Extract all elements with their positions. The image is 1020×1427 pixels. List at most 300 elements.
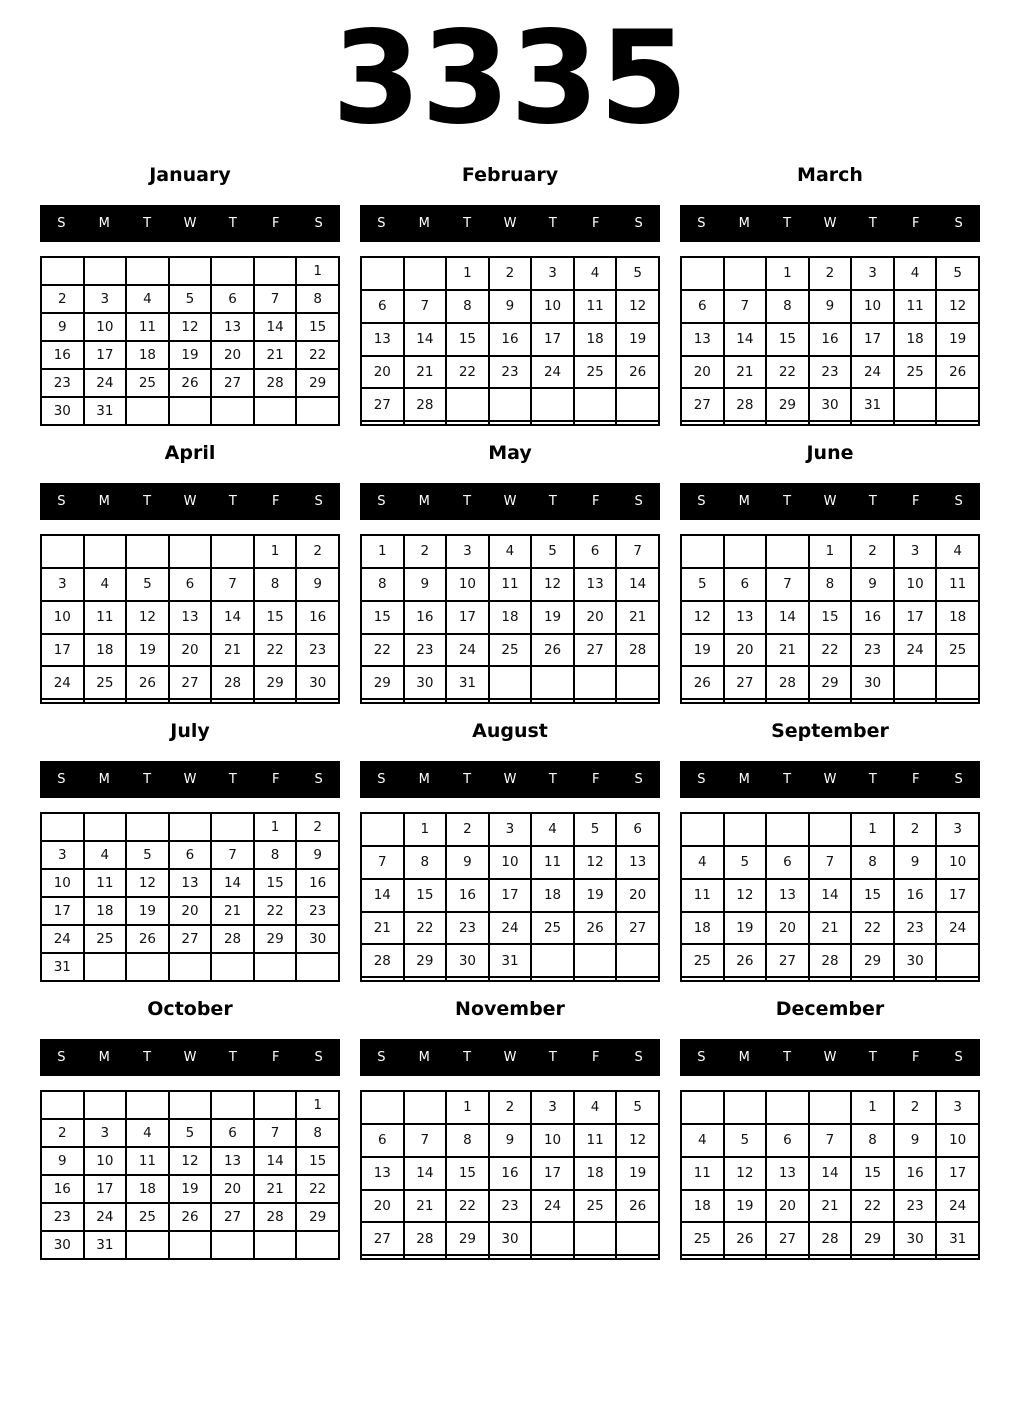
empty-cell bbox=[766, 1091, 809, 1124]
date-cell: 20 bbox=[574, 601, 617, 634]
empty-cell bbox=[724, 535, 767, 568]
date-cell: 14 bbox=[809, 879, 852, 912]
week-row bbox=[681, 1190, 979, 1223]
date-cell: 31 bbox=[851, 388, 894, 421]
date-cell: 22 bbox=[361, 634, 404, 667]
empty-cell bbox=[766, 813, 809, 846]
date-cell: 8 bbox=[296, 285, 339, 313]
empty-cell bbox=[531, 421, 574, 425]
date-cell: 4 bbox=[574, 257, 617, 290]
month-september bbox=[680, 716, 980, 982]
date-cell: 28 bbox=[766, 666, 809, 699]
week-row bbox=[681, 699, 979, 703]
week-row bbox=[41, 813, 339, 841]
date-cell: 30 bbox=[851, 666, 894, 699]
empty-cell bbox=[936, 421, 979, 425]
date-cell: 14 bbox=[724, 323, 767, 356]
weekday-label: W bbox=[823, 494, 837, 509]
empty-cell bbox=[169, 397, 212, 425]
empty-cell bbox=[41, 699, 84, 703]
month-title: January bbox=[149, 164, 231, 186]
date-cell: 29 bbox=[851, 1222, 894, 1255]
date-cell: 29 bbox=[851, 944, 894, 977]
date-cell: 24 bbox=[41, 925, 84, 953]
empty-cell bbox=[361, 257, 404, 290]
empty-cell bbox=[766, 977, 809, 981]
empty-cell bbox=[169, 813, 212, 841]
empty-cell bbox=[681, 1091, 724, 1124]
empty-cell bbox=[84, 699, 127, 703]
date-cell: 3 bbox=[531, 257, 574, 290]
empty-cell bbox=[809, 421, 852, 425]
date-cell: 8 bbox=[851, 846, 894, 879]
date-cell: 17 bbox=[936, 879, 979, 912]
month-november bbox=[360, 994, 660, 1260]
date-cell: 12 bbox=[724, 1157, 767, 1190]
weekday-label: M bbox=[738, 494, 750, 509]
date-cell: 25 bbox=[574, 1190, 617, 1223]
empty-cell bbox=[616, 1255, 659, 1259]
empty-cell bbox=[361, 699, 404, 703]
weekday-label: S bbox=[57, 494, 66, 509]
date-cell: 14 bbox=[211, 869, 254, 897]
week-row bbox=[361, 879, 659, 912]
date-cell: 8 bbox=[296, 1119, 339, 1147]
empty-cell bbox=[766, 421, 809, 425]
date-cell: 21 bbox=[809, 1190, 852, 1223]
weekday-label: T bbox=[868, 216, 877, 231]
date-cell: 4 bbox=[936, 535, 979, 568]
empty-cell bbox=[254, 699, 297, 703]
week-row bbox=[41, 1231, 339, 1259]
date-cell: 27 bbox=[361, 1222, 404, 1255]
date-cell: 26 bbox=[616, 1190, 659, 1223]
date-cell: 23 bbox=[41, 369, 84, 397]
date-cell: 5 bbox=[574, 813, 617, 846]
empty-cell bbox=[211, 1091, 254, 1119]
weekday-label: S bbox=[954, 216, 963, 231]
week-row bbox=[41, 341, 339, 369]
date-cell: 1 bbox=[254, 813, 297, 841]
date-cell: 18 bbox=[894, 323, 937, 356]
date-cell: 1 bbox=[296, 1091, 339, 1119]
date-cell: 31 bbox=[84, 397, 127, 425]
date-cell: 21 bbox=[724, 356, 767, 389]
empty-cell bbox=[681, 1255, 724, 1259]
weekday-label: S bbox=[57, 1050, 66, 1065]
empty-cell bbox=[211, 953, 254, 981]
date-cell: 8 bbox=[766, 290, 809, 323]
date-cell: 4 bbox=[681, 846, 724, 879]
empty-cell bbox=[296, 953, 339, 981]
weekday-header-row bbox=[360, 205, 660, 242]
date-cell: 21 bbox=[211, 897, 254, 925]
empty-cell bbox=[574, 666, 617, 699]
date-cell: 14 bbox=[254, 313, 297, 341]
date-cell: 5 bbox=[936, 257, 979, 290]
date-cell: 21 bbox=[254, 1175, 297, 1203]
empty-cell bbox=[936, 1255, 979, 1259]
week-row bbox=[361, 666, 659, 699]
week-row bbox=[681, 356, 979, 389]
date-cell: 24 bbox=[531, 1190, 574, 1223]
date-cell: 25 bbox=[894, 356, 937, 389]
date-cell: 9 bbox=[296, 568, 339, 601]
date-cell: 9 bbox=[296, 841, 339, 869]
weekday-label: M bbox=[418, 216, 430, 231]
week-row bbox=[681, 601, 979, 634]
date-cell: 15 bbox=[254, 869, 297, 897]
week-row bbox=[681, 1091, 979, 1124]
weekday-label: W bbox=[823, 772, 837, 787]
week-row bbox=[361, 1124, 659, 1157]
date-cell: 2 bbox=[41, 1119, 84, 1147]
week-row bbox=[41, 869, 339, 897]
weekday-label: S bbox=[314, 216, 323, 231]
empty-cell bbox=[446, 1255, 489, 1259]
date-cell: 20 bbox=[211, 1175, 254, 1203]
empty-cell bbox=[126, 1231, 169, 1259]
week-row bbox=[681, 879, 979, 912]
weekday-label: M bbox=[418, 494, 430, 509]
date-cell: 6 bbox=[681, 290, 724, 323]
date-cell: 24 bbox=[41, 666, 84, 699]
date-cell: 7 bbox=[809, 846, 852, 879]
empty-cell bbox=[84, 813, 127, 841]
empty-cell bbox=[446, 388, 489, 421]
weekday-label: F bbox=[591, 216, 600, 231]
week-row bbox=[41, 568, 339, 601]
week-row bbox=[41, 285, 339, 313]
empty-cell bbox=[809, 977, 852, 981]
date-cell: 3 bbox=[446, 535, 489, 568]
date-cell: 13 bbox=[361, 1157, 404, 1190]
date-cell: 13 bbox=[211, 1147, 254, 1175]
weekday-label: S bbox=[634, 494, 643, 509]
empty-cell bbox=[851, 977, 894, 981]
date-cell: 19 bbox=[169, 1175, 212, 1203]
date-cell: 23 bbox=[851, 634, 894, 667]
date-cell: 28 bbox=[254, 1203, 297, 1231]
date-cell: 4 bbox=[84, 841, 127, 869]
date-cell: 15 bbox=[361, 601, 404, 634]
weekday-label: F bbox=[591, 1050, 600, 1065]
empty-cell bbox=[681, 699, 724, 703]
year-title: 3335 bbox=[331, 4, 689, 153]
date-cell: 17 bbox=[936, 1157, 979, 1190]
week-row bbox=[681, 1255, 979, 1259]
date-cell: 10 bbox=[41, 869, 84, 897]
date-cell: 14 bbox=[254, 1147, 297, 1175]
empty-cell bbox=[681, 535, 724, 568]
empty-cell bbox=[211, 397, 254, 425]
empty-cell bbox=[531, 388, 574, 421]
week-row bbox=[361, 290, 659, 323]
weekday-label: T bbox=[143, 216, 152, 231]
date-cell: 2 bbox=[851, 535, 894, 568]
date-cell: 28 bbox=[809, 1222, 852, 1255]
date-cell: 19 bbox=[616, 1157, 659, 1190]
empty-cell bbox=[531, 1255, 574, 1259]
empty-cell bbox=[531, 699, 574, 703]
empty-cell bbox=[489, 699, 532, 703]
weekday-header-row bbox=[360, 761, 660, 798]
date-cell: 9 bbox=[851, 568, 894, 601]
empty-cell bbox=[894, 699, 937, 703]
weekday-label: S bbox=[954, 1050, 963, 1065]
weekday-label: T bbox=[143, 1050, 152, 1065]
week-row bbox=[361, 634, 659, 667]
date-cell: 16 bbox=[41, 341, 84, 369]
empty-cell bbox=[296, 699, 339, 703]
date-cell: 6 bbox=[169, 568, 212, 601]
date-cell: 12 bbox=[616, 1124, 659, 1157]
date-cell: 28 bbox=[211, 925, 254, 953]
date-cell: 26 bbox=[936, 356, 979, 389]
date-cell: 29 bbox=[361, 666, 404, 699]
date-cell: 2 bbox=[296, 813, 339, 841]
date-cell: 16 bbox=[404, 601, 447, 634]
date-cell: 6 bbox=[169, 841, 212, 869]
date-cell: 11 bbox=[84, 601, 127, 634]
date-cell: 25 bbox=[126, 369, 169, 397]
empty-cell bbox=[936, 666, 979, 699]
date-cell: 21 bbox=[361, 912, 404, 945]
weekday-header-row bbox=[360, 1039, 660, 1076]
weekday-label: M bbox=[98, 772, 110, 787]
empty-cell bbox=[851, 1255, 894, 1259]
date-cell: 12 bbox=[616, 290, 659, 323]
empty-cell bbox=[894, 388, 937, 421]
week-row bbox=[681, 634, 979, 667]
date-cell: 30 bbox=[446, 944, 489, 977]
date-cell: 4 bbox=[894, 257, 937, 290]
empty-cell bbox=[894, 666, 937, 699]
date-cell: 27 bbox=[361, 388, 404, 421]
date-cell: 28 bbox=[254, 369, 297, 397]
month-may bbox=[360, 438, 660, 704]
date-cell: 5 bbox=[616, 1091, 659, 1124]
date-cell: 25 bbox=[574, 356, 617, 389]
date-cell: 24 bbox=[84, 369, 127, 397]
empty-cell bbox=[574, 699, 617, 703]
date-cell: 18 bbox=[936, 601, 979, 634]
date-cell: 2 bbox=[296, 535, 339, 568]
date-cell: 7 bbox=[211, 841, 254, 869]
date-cell: 27 bbox=[211, 369, 254, 397]
week-row bbox=[361, 1255, 659, 1259]
week-row bbox=[681, 535, 979, 568]
date-cell: 9 bbox=[404, 568, 447, 601]
weekday-label: S bbox=[377, 216, 386, 231]
date-cell: 28 bbox=[616, 634, 659, 667]
date-cell: 3 bbox=[489, 813, 532, 846]
date-cell: 30 bbox=[894, 1222, 937, 1255]
empty-cell bbox=[254, 1091, 297, 1119]
empty-cell bbox=[296, 1231, 339, 1259]
empty-cell bbox=[766, 1255, 809, 1259]
week-row bbox=[681, 290, 979, 323]
date-cell: 23 bbox=[809, 356, 852, 389]
weekday-label: F bbox=[271, 216, 280, 231]
date-cell: 16 bbox=[894, 879, 937, 912]
date-cell: 15 bbox=[446, 323, 489, 356]
date-cell: 26 bbox=[169, 1203, 212, 1231]
date-cell: 17 bbox=[489, 879, 532, 912]
date-cell: 4 bbox=[531, 813, 574, 846]
date-cell: 10 bbox=[531, 1124, 574, 1157]
date-cell: 3 bbox=[84, 285, 127, 313]
empty-cell bbox=[211, 1231, 254, 1259]
date-cell: 18 bbox=[126, 1175, 169, 1203]
empty-cell bbox=[724, 1091, 767, 1124]
date-cell: 26 bbox=[169, 369, 212, 397]
date-cell: 20 bbox=[766, 1190, 809, 1223]
date-cell: 15 bbox=[404, 879, 447, 912]
empty-cell bbox=[574, 1255, 617, 1259]
empty-cell bbox=[254, 257, 297, 285]
date-cell: 27 bbox=[574, 634, 617, 667]
empty-cell bbox=[936, 699, 979, 703]
month-october bbox=[40, 994, 340, 1260]
date-cell: 19 bbox=[681, 634, 724, 667]
empty-cell bbox=[531, 666, 574, 699]
date-cell: 23 bbox=[296, 897, 339, 925]
week-row bbox=[361, 421, 659, 425]
date-cell: 29 bbox=[296, 1203, 339, 1231]
date-cell: 28 bbox=[211, 666, 254, 699]
date-cell: 8 bbox=[254, 568, 297, 601]
date-cell: 1 bbox=[254, 535, 297, 568]
date-cell: 22 bbox=[296, 341, 339, 369]
week-row bbox=[41, 601, 339, 634]
month-title: November bbox=[455, 998, 565, 1020]
weekday-label: W bbox=[823, 1050, 837, 1065]
month-title: May bbox=[488, 442, 532, 464]
week-row bbox=[41, 535, 339, 568]
date-cell: 15 bbox=[766, 323, 809, 356]
empty-cell bbox=[936, 388, 979, 421]
date-cell: 12 bbox=[936, 290, 979, 323]
empty-cell bbox=[126, 813, 169, 841]
date-cell: 22 bbox=[296, 1175, 339, 1203]
week-row bbox=[681, 912, 979, 945]
month-august bbox=[360, 716, 660, 982]
date-cell: 2 bbox=[809, 257, 852, 290]
date-cell: 20 bbox=[169, 897, 212, 925]
date-cell: 21 bbox=[404, 356, 447, 389]
empty-cell bbox=[84, 1091, 127, 1119]
date-cell: 15 bbox=[296, 1147, 339, 1175]
date-cell: 18 bbox=[84, 634, 127, 667]
date-cell: 22 bbox=[404, 912, 447, 945]
date-cell: 7 bbox=[211, 568, 254, 601]
week-row bbox=[41, 1203, 339, 1231]
date-cell: 26 bbox=[126, 666, 169, 699]
date-cell: 7 bbox=[766, 568, 809, 601]
weekday-label: T bbox=[783, 1050, 792, 1065]
week-row bbox=[361, 813, 659, 846]
date-cell: 8 bbox=[404, 846, 447, 879]
empty-cell bbox=[211, 699, 254, 703]
date-cell: 19 bbox=[574, 879, 617, 912]
date-cell: 27 bbox=[211, 1203, 254, 1231]
empty-cell bbox=[681, 421, 724, 425]
weekday-header-row bbox=[680, 761, 980, 798]
date-cell: 16 bbox=[894, 1157, 937, 1190]
month-title: December bbox=[775, 998, 885, 1020]
empty-cell bbox=[724, 421, 767, 425]
date-cell: 28 bbox=[361, 944, 404, 977]
empty-cell bbox=[126, 953, 169, 981]
weekday-header-row bbox=[40, 1039, 340, 1076]
date-cell: 7 bbox=[404, 1124, 447, 1157]
date-cell: 15 bbox=[809, 601, 852, 634]
empty-cell bbox=[211, 813, 254, 841]
week-row bbox=[41, 897, 339, 925]
date-cell: 29 bbox=[446, 1222, 489, 1255]
date-cell: 29 bbox=[809, 666, 852, 699]
date-cell: 5 bbox=[616, 257, 659, 290]
date-cell: 28 bbox=[724, 388, 767, 421]
empty-cell bbox=[126, 535, 169, 568]
empty-cell bbox=[254, 953, 297, 981]
date-cell: 16 bbox=[296, 601, 339, 634]
date-cell: 2 bbox=[404, 535, 447, 568]
weekday-label: F bbox=[911, 1050, 920, 1065]
date-cell: 1 bbox=[766, 257, 809, 290]
week-row bbox=[361, 323, 659, 356]
weekday-label: T bbox=[783, 494, 792, 509]
date-cell: 19 bbox=[531, 601, 574, 634]
weekday-label: T bbox=[548, 494, 557, 509]
empty-cell bbox=[404, 699, 447, 703]
date-cell: 6 bbox=[574, 535, 617, 568]
date-cell: 19 bbox=[169, 341, 212, 369]
date-cell: 15 bbox=[446, 1157, 489, 1190]
date-cell: 23 bbox=[894, 912, 937, 945]
empty-cell bbox=[169, 1231, 212, 1259]
date-cell: 29 bbox=[254, 666, 297, 699]
empty-cell bbox=[681, 813, 724, 846]
date-cell: 11 bbox=[126, 1147, 169, 1175]
weekday-label: T bbox=[868, 1050, 877, 1065]
empty-cell bbox=[681, 977, 724, 981]
date-cell: 28 bbox=[404, 388, 447, 421]
date-cell: 20 bbox=[681, 356, 724, 389]
empty-cell bbox=[84, 953, 127, 981]
week-row bbox=[41, 1175, 339, 1203]
empty-cell bbox=[126, 1091, 169, 1119]
week-row bbox=[41, 634, 339, 667]
date-cell: 4 bbox=[574, 1091, 617, 1124]
date-cell: 23 bbox=[489, 1190, 532, 1223]
empty-cell bbox=[616, 699, 659, 703]
date-cell: 9 bbox=[809, 290, 852, 323]
date-cell: 18 bbox=[574, 1157, 617, 1190]
date-cell: 5 bbox=[724, 1124, 767, 1157]
date-cell: 14 bbox=[361, 879, 404, 912]
date-cell: 12 bbox=[531, 568, 574, 601]
date-cell: 10 bbox=[84, 1147, 127, 1175]
date-cell: 1 bbox=[296, 257, 339, 285]
week-row bbox=[41, 953, 339, 981]
weekday-label: S bbox=[377, 772, 386, 787]
empty-cell bbox=[489, 666, 532, 699]
date-cell: 17 bbox=[41, 897, 84, 925]
date-cell: 15 bbox=[851, 879, 894, 912]
month-july bbox=[40, 716, 340, 982]
